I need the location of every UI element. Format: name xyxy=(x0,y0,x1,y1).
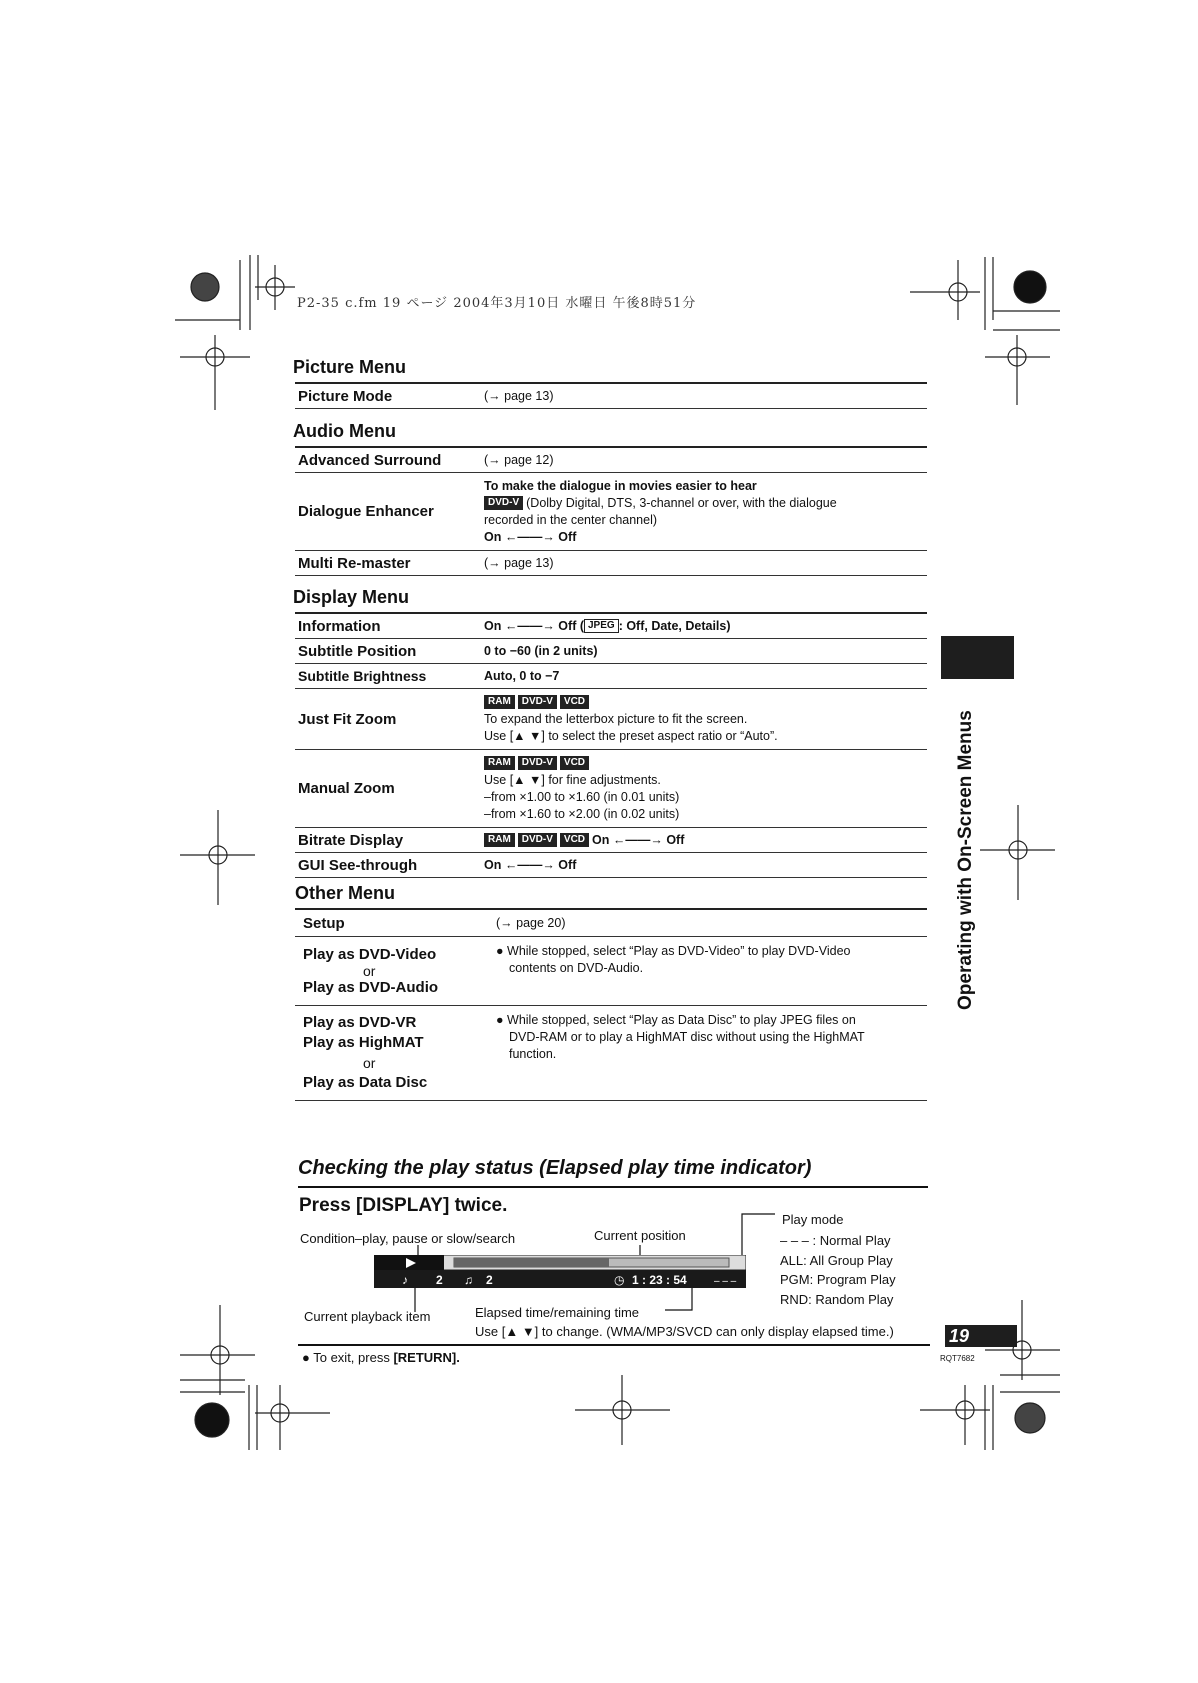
disc-badge: DVD-V xyxy=(518,833,557,847)
other-menu-title: Other Menu xyxy=(295,883,396,903)
disc-badge: VCD xyxy=(560,695,589,709)
osd-track: 2 xyxy=(486,1273,493,1287)
desc-line: DVD-RAM or to play a HighMAT disc without using the HighMAT xyxy=(509,1030,865,1044)
setting-desc: (→ page 13) xyxy=(484,555,554,570)
print-header: P2-35 c.fm 19 ページ 2004年3月10日 水曜日 午後8時51分 xyxy=(297,296,697,311)
setting-name: Dialogue Enhancer xyxy=(298,503,434,520)
picture-menu-title: Picture Menu xyxy=(293,357,407,377)
model-code: RQT7682 xyxy=(940,1354,975,1363)
desc-line: ● While stopped, select “Play as Data Disc” to play JPEG files on xyxy=(496,1013,856,1027)
play-mode-pgm: PGM: Program Play xyxy=(780,1272,896,1287)
setting-name: Setup xyxy=(303,914,345,932)
disc-badge: DVD-V xyxy=(518,756,557,770)
playback-status-bar xyxy=(374,1255,746,1288)
disc-badge: JPEG xyxy=(584,619,619,633)
disc-badge: RAM xyxy=(484,695,515,709)
desc-line: ● While stopped, select “Play as DVD-Video” to play DVD-Video xyxy=(496,944,851,958)
desc-line: To make the dialogue in movies easier to hear xyxy=(484,478,757,493)
setting-name-or: or xyxy=(363,963,376,979)
footer-divider xyxy=(298,1344,930,1346)
desc-text: : Off, Date, Details) xyxy=(618,618,731,633)
setting-name-line: Play as DVD-Audio xyxy=(303,979,439,996)
label-condition: Condition–play, pause or slow/search xyxy=(300,1231,516,1246)
setting-name: Subtitle Position xyxy=(298,642,417,660)
display-menu-title: Display Menu xyxy=(293,587,410,607)
setting-name: GUI See-through xyxy=(298,856,418,874)
disc-badge: DVD-V xyxy=(484,496,523,510)
desc-line: function. xyxy=(509,1047,557,1061)
setting-name: Information xyxy=(298,617,381,635)
setting-desc: 0 to −60 (in 2 units) xyxy=(484,643,598,658)
disc-badge: DVD-V xyxy=(518,695,557,709)
desc-line: On ←——→ Off xyxy=(484,529,577,544)
status-section-subheading: Press [DISPLAY] twice. xyxy=(299,1195,508,1216)
page-number: 19 xyxy=(945,1325,1017,1347)
setting-name: Just Fit Zoom xyxy=(298,710,397,728)
setting-name: Picture Mode xyxy=(298,387,393,405)
setting-desc: (→ page 20) xyxy=(496,915,566,930)
label-elapsed: Elapsed time/remaining time xyxy=(475,1305,640,1320)
disc-badge: VCD xyxy=(560,833,589,847)
osd-time: 1 : 23 : 54 xyxy=(632,1273,687,1287)
label-current-position: Current position xyxy=(594,1228,686,1243)
setting-name-or: or xyxy=(363,1055,376,1071)
desc-line: –from ×1.00 to ×1.60 (in 0.01 units) xyxy=(484,789,680,804)
disc-badge: RAM xyxy=(484,833,515,847)
osd-mode: – – – xyxy=(714,1276,737,1287)
setting-name: Advanced Surround xyxy=(298,451,442,469)
setting-name: Manual Zoom xyxy=(298,780,395,797)
clock-icon: ◷ xyxy=(614,1273,625,1287)
osd-group: 2 xyxy=(436,1273,443,1287)
desc-line: To expand the letterbox picture to fit the screen. xyxy=(484,711,748,726)
setting-name-line: Play as HighMAT xyxy=(303,1034,424,1051)
label-use-change: Use [▲ ▼] to change. (WMA/MP3/SVCD can only display elapsed time.) xyxy=(475,1324,894,1339)
desc-line: recorded in the center channel) xyxy=(484,512,658,527)
label-play-mode: Play mode xyxy=(782,1212,844,1227)
desc-line: contents on DVD-Audio. xyxy=(509,961,644,975)
setting-name-line: Play as DVD-Video xyxy=(303,946,437,963)
status-section-heading: Checking the play status (Elapsed play time indicator) xyxy=(298,1157,812,1179)
play-mode-normal: – – – : Normal Play xyxy=(780,1233,891,1248)
play-mode-rnd: RND: Random Play xyxy=(780,1292,894,1307)
audio-menu-title: Audio Menu xyxy=(293,421,396,441)
track-icon: ♪ xyxy=(402,1273,408,1287)
setting-name: Bitrate Display xyxy=(298,831,404,849)
chapter-side-label: Operating with On-Screen Menus xyxy=(955,710,976,1010)
label-current-item: Current playback item xyxy=(304,1309,431,1324)
setting-desc: On ←——→ Off xyxy=(484,857,577,872)
setting-desc: (→ page 13) xyxy=(484,388,554,403)
disc-badge: VCD xyxy=(560,756,589,770)
setting-name: Subtitle Brightness xyxy=(298,668,427,684)
setting-name-line: Play as DVD-VR xyxy=(303,1014,417,1031)
exit-note xyxy=(302,1350,460,1365)
chapter-icon: ♫ xyxy=(464,1273,473,1287)
setting-name-line: Play as Data Disc xyxy=(303,1074,428,1091)
desc-text: On ←——→ Off ( xyxy=(484,618,584,633)
desc-text: On ←——→ Off xyxy=(592,832,685,847)
desc-line: –from ×1.60 to ×2.00 (in 0.02 units) xyxy=(484,806,680,821)
setting-desc: Auto, 0 to −7 xyxy=(484,668,560,683)
desc-line: Use [▲ ▼] to select the preset aspect ratio or “Auto”. xyxy=(484,728,778,743)
exit-note-text: ● To exit, press xyxy=(302,1350,394,1365)
exit-note-key: [RETURN]. xyxy=(393,1350,460,1365)
setting-name: Multi Re-master xyxy=(298,554,411,572)
desc-text: (Dolby Digital, DTS, 3-channel or over, with the dialogue xyxy=(526,495,837,510)
play-mode-all: ALL: All Group Play xyxy=(780,1253,893,1268)
setting-desc: (→ page 12) xyxy=(484,452,554,467)
desc-line: Use [▲ ▼] for fine adjustments. xyxy=(484,772,661,787)
disc-badge: RAM xyxy=(484,756,515,770)
